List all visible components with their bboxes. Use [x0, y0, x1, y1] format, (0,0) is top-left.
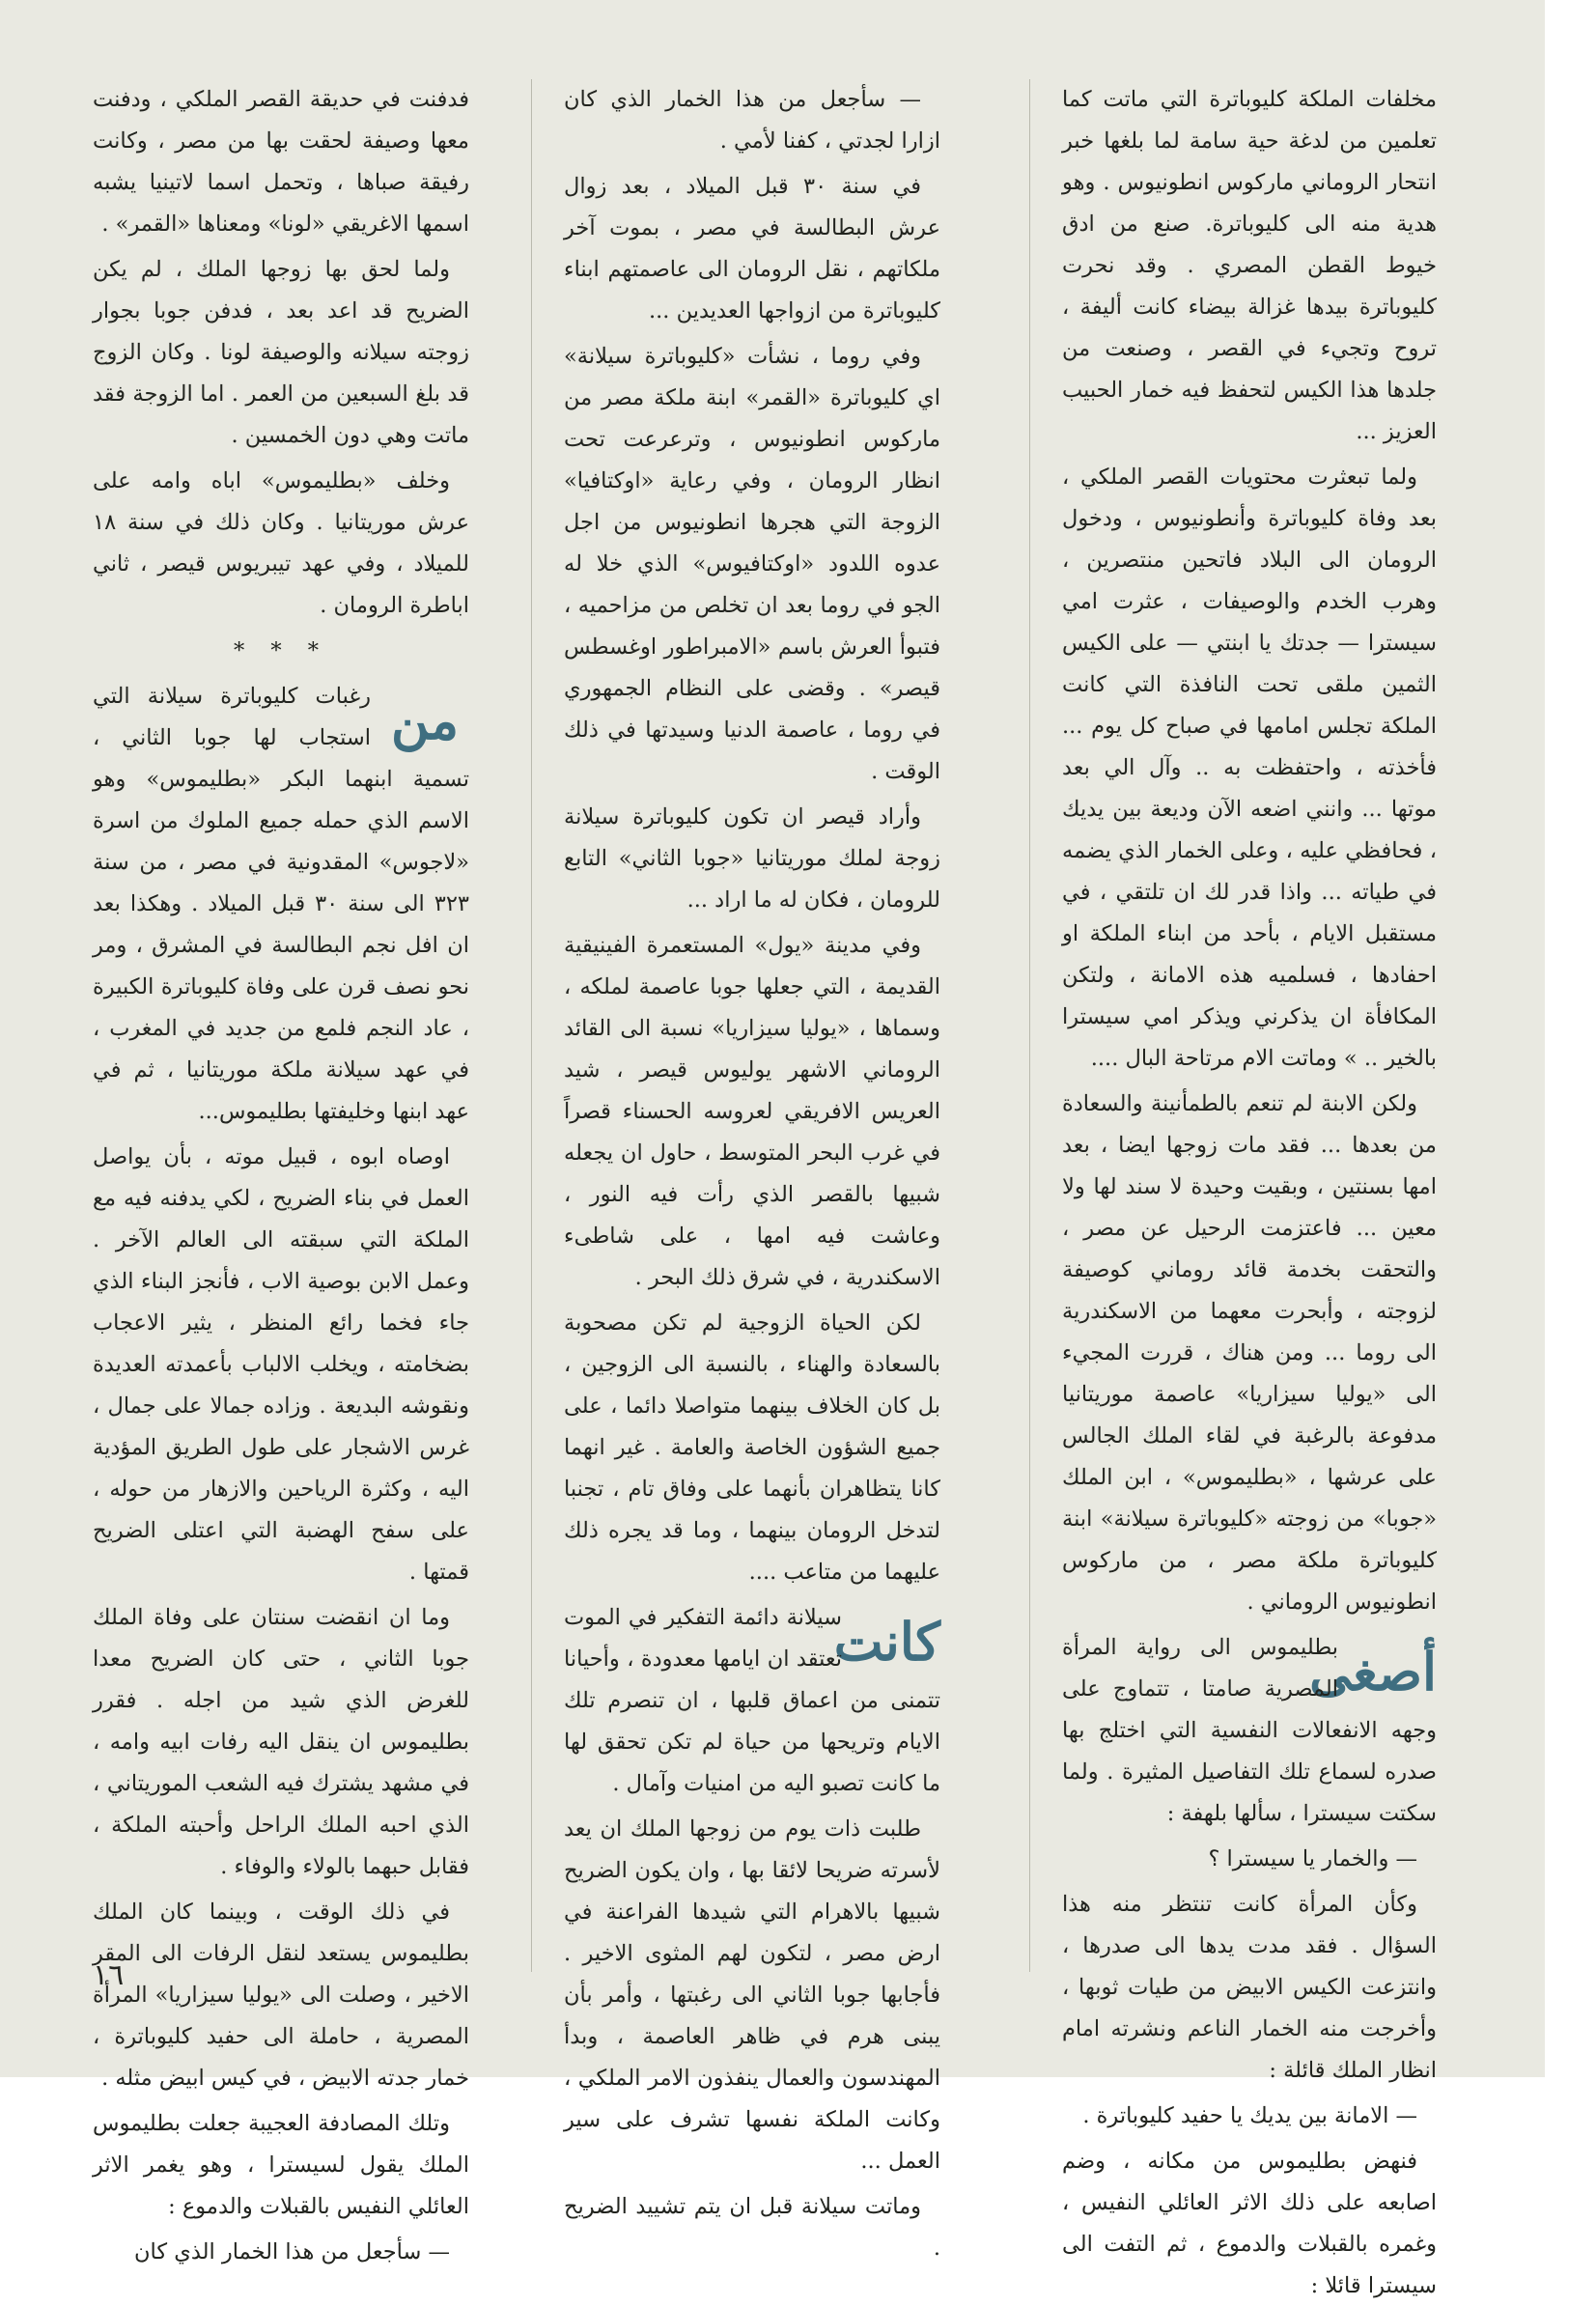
paragraph: سيلانة دائمة التفكير في الموت تعتقد ان ايامها معدودة ، وأحيانا تتمنى من اعماق قلبها ، ان تنصرم تلك الايام وتريحها من حياة لم تكن تحقق لها ما كانت تصبو اليه من امنيات وآمال .: [564, 1605, 940, 1796]
paragraph: مخلفات الملكة كليوباترة التي ماتت كما تعلمين من لدغة حية سامة لما بلغها خبر انتحار الروماني ماركوس انطونيوس . وهو هدية منه الى كليوباترة. صنع من ادق خيوط القطن المصري . وقد نحرت كليوباترة بيدها غزالة بيضاء كانت أليفة ، تروح وتجيء في القصر ، وصنعت من جلدها هذا الكيس لتحفظ فيه خمار الحبيب العزيز ...: [1062, 87, 1437, 444]
paragraph: وفي روما ، نشأت «كليوباترة سيلانة» اي كليوباترة «القمر» ابنة ملكة مصر من ماركوس انطونيوس ، وترعرعت تحت انظار الرومان ، وفي رعاية «اوكتافيا» الزوجة التي هجرها انطونيوس من اجل عدوه اللدود «اوكتافيوس» الذي خلا له الجو في روما بعد ان تخلص من مزاحميه ، فتبوأ العرش باسم «الامبراطور اوغسطس قيصر» . وقضى على النظام الجمهوري في روما ، عاصمة الدنيا وسيدتها في ذلك الوقت .: [564, 344, 940, 784]
dialogue-line: — سأجعل من هذا الخمار الذي كان: [133, 2239, 450, 2265]
paragraph: لكن الحياة الزوجية لم تكن مصحوبة بالسعادة والهناء ، بالنسبة الى الزوجين ، بل كان الخلاف بينهما متواصلا دائما ، على جميع الشؤون الخاصة والعامة . غير انهما كانا يتظاهران بأنهما على وفاق تام ، تجنبا لتدخل الرومان بينهما ، وما قد يجره ذلك عليهما من متاعب ....: [564, 1310, 940, 1585]
paragraph: فدفنت في حديقة القصر الملكي ، ودفنت معها وصيفة لحقت بها من مصر ، وكانت رفيقة صباها ، وتحمل اسما لاتينيا يشبه اسمها الاغريقي «لونا» ومعناها «القمر» .: [93, 87, 469, 237]
paragraph: في ذلك الوقت ، وبينما كان الملك بطليموس يستعد لنقل الرفات الى المقر الاخير ، وصلت الى «يوليا سيزاريا» المرأة المصرية ، حاملة الى حفيد كليوباترة ، خمار جدته الابيض ، في كيس ابيض مثله .: [93, 1899, 469, 2091]
dialogue-line: — الامانة بين يديك يا حفيد كليوباترة .: [1082, 2103, 1417, 2128]
section-separator: * * *: [233, 638, 329, 663]
decorative-initial-word: أصغى: [1309, 1641, 1437, 1702]
text-column-left: [93, 79, 469, 2265]
paragraph: فنهض بطليموس من مكانه ، وضم اصابعه على ذلك الاثر العائلي النفيس ، وغمره بالقبلات والدموع ، ثم التفت الى سيسترا قائلا :: [1062, 2149, 1437, 2298]
paragraph: ولما لحق بها زوجها الملك ، لم يكن الضريح قد اعد بعد ، فدفن جوبا بجوار زوجته سيلانه والوصيفة لونا . وكان الزوج قد بلغ السبعين من العمر . اما الزوجة فقد ماتت وهي دون الخمسين .: [93, 257, 469, 448]
paragraph: وتلك المصادفة العجيبة جعلت بطليموس الملك يقول لسيسترا ، وهو يغمر الاثر العائلي النفيس بالقبلات والدموع :: [93, 2111, 469, 2219]
paragraph: وخلف «بطليموس» اباه وامه على عرش موريتانيا . وكان ذلك في سنة ١٨ للميلاد ، وفي عهد تيبريوس قيصر ، ثاني اباطرة الرومان .: [93, 468, 469, 618]
page-margin: [1545, 0, 1596, 2077]
paragraph: وماتت سيلانة قبل ان يتم تشييد الضريح .: [564, 2194, 940, 2261]
paragraph: رغبات كليوباترة سيلانة التي استجاب لها جوبا الثاني ، تسمية ابنهما البكر «بطليموس» وهو الاسم الذي حمله جميع الملوك من اسرة «لاجوس» المقدونية في مصر ، من سنة ٣٢٣ الى سنة ٣٠ قبل الميلاد . وهكذا بعد ان افل نجم البطالسة في المشرق ، ومر نحو نصف قرن على وفاة كليوباترة الكبيرة ، عاد النجم فلمع من جديد في المغرب ، في عهد سيلانة ملكة موريتانيا ، ثم في عهد ابنها وخليفتها بطليموس...: [93, 684, 469, 1124]
text-column-right: [1062, 79, 1437, 2298]
paragraph: طلبت ذات يوم من زوجها الملك ان يعد لأسرته ضريحا لائقا بها ، وان يكون الضريح شبيها بالاهرام التي شيدها الفراعنة في ارض مصر ، لتكون لهم المثوى الاخير . فأجابها جوبا الثاني الى رغبتها ، وأمر بأن يبنى هرم في ظاهر العاصمة ، وبدأ المهندسون والعمال ينفذون الامر الملكي ، وكانت الملكة نفسها تشرف على سير العمل ...: [564, 1816, 940, 2174]
decorative-initial-word: من: [390, 689, 460, 751]
dialogue-line: — والخمار يا سيسترا ؟: [1208, 1846, 1417, 1871]
column-divider: [531, 79, 532, 1972]
paragraph: ولما تبعثرت محتويات القصر الملكي ، بعد وفاة كليوباترة وأنطونيوس ، ودخول الرومان الى البلاد فاتحين منتصرين ، وهرب الخدم والوصيفات ، عثرت امي سيسترا — جدتك يا ابنتي — على الكيس الثمين ملقى تحت النافذة التي كانت الملكة تجلس امامها في صباح كل يوم ... فأخذته ، واحتفظت به .. وآل الي بعد موتها ... وانني اضعه الآن وديعة بين يديك ، فحافظي عليه ، وعلى الخمار الذي يضمه في طياته ... واذا قدر لك ان تلتقي ، في مستقبل الايام ، بأحد من ابناء الملكة او احفادها ، فسلميه هذه الامانة ، ولتكن المكافأة ان يذكرني ويذكر امي سيسترا بالخير .. » وماتت الام مرتاحة البال ....: [1062, 464, 1437, 1071]
paragraph: وما ان انقضت سنتان على وفاة الملك جوبا الثاني ، حتى كان الضريح معدا للغرض الذي شيد من اجله . فقرر بطليموس ان ينقل اليه رفات ابيه وامه ، في مشهد يشترك فيه الشعب الموريتاني ، الذي احبه الملك الراحل وأحبته الملكة ، فقابل حبهما بالولاء والوفاء .: [93, 1605, 469, 1879]
paragraph: بطليموس الى رواية المرأة المصرية صامتا ، تتماوج على وجهه الانفعالات النفسية التي اختلج بها صدره لسماع تلك التفاصيل المثيرة . ولما سكتت سيسترا ، سألها بلهفة :: [1062, 1635, 1437, 1826]
paragraph: اوصاه ابوه ، قبيل موته ، بأن يواصل العمل في بناء الضريح ، لكي يدفنه فيه مع الملكة التي سبقته الى العالم الآخر . وعمل الابن بوصية الاب ، فأنجز البناء الذي جاء فخما رائع المنظر ، يثير الاعجاب بضخامته ، ويخلب الالباب بأعمدته العديدة ونقوشه البديعة . وزاده جمالا على جمال ، غرس الاشجار على طول الطريق المؤدية اليه ، وكثرة الرياحين والازهار من حوله ، على سفح الهضبة التي اعتلى الضريح قمتها .: [93, 1144, 469, 1585]
text-column-middle: [564, 79, 940, 2261]
paragraph: في سنة ٣٠ قبل الميلاد ، بعد زوال عرش البطالسة في مصر ، بموت آخر ملكاتهم ، نقل الرومان الى عاصمتهم ابناء كليوباترة من ازواجها العديدين ...: [564, 174, 940, 324]
paragraph: ولكن الابنة لم تنعم بالطمأنينة والسعادة من بعدها ... فقد مات زوجها ايضا ، بعد امها بسنتين ، وبقيت وحيدة لا سند لها ولا معين ... فاعتزمت الرحيل عن مصر ، والتحقت بخدمة قائد روماني كوصيفة لزوجته ، وأبحرت معهما من الاسكندرية الى روما ... ومن هناك ، قررت المجيء الى «يوليا سيزاريا» عاصمة موريتانيا مدفوعة بالرغبة في لقاء الملك الجالس على عرشها ، «بطليموس» ، ابن الملك «جوبا» من زوجته «كليوباترة سيلانة» ابنة كليوباترة ملكة مصر ، من ماركوس انطونيوس الروماني .: [1062, 1091, 1437, 1615]
page-number: ١٦: [93, 1958, 125, 1992]
column-divider: [1029, 79, 1030, 1972]
dialogue-line: — سأجعل من هذا الخمار الذي كان ازارا لجدتي ، كفنا لأمي .: [564, 87, 940, 154]
decorative-initial-word: كانت: [833, 1611, 940, 1673]
paragraph: وفي مدينة «يول» المستعمرة الفينيقية القديمة ، التي جعلها جوبا عاصمة لملكه ، وسماها ، «يوليا سيزاريا» نسبة الى القائد الروماني الاشهر يوليوس قيصر ، شيد العريس الافريقي لعروسه الحسناء قصراً في غرب البحر المتوسط ، حاول ان يجعله شبيها بالقصر الذي رأت فيه النور ، وعاشت فيه امها ، على شاطىء الاسكندرية ، في شرق ذلك البحر .: [564, 933, 940, 1290]
paragraph: وكأن المرأة كانت تنتظر منه هذا السؤال . فقد مدت يدها الى صدرها ، وانتزعت الكيس الابيض من طيات ثوبها ، وأخرجت منه الخمار الناعم ونشرته امام انظار الملك قائلة :: [1062, 1892, 1437, 2083]
paragraph: وأراد قيصر ان تكون كليوباترة سيلانة زوجة لملك موريتانيا «جوبا الثاني» التابع للرومان ، فكان له ما اراد ...: [564, 804, 940, 913]
